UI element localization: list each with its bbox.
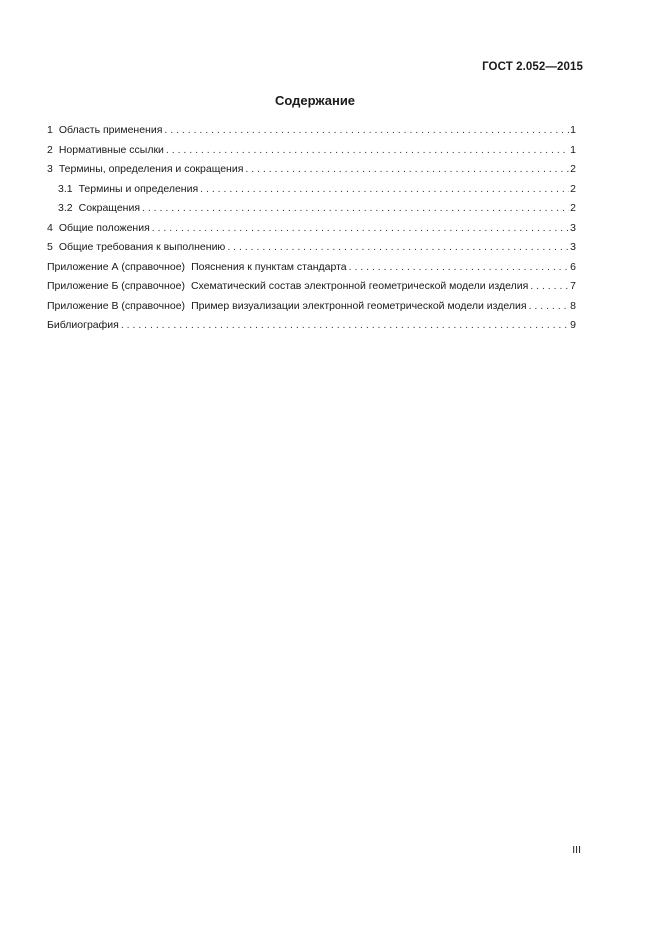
toc-entry-page: 6 — [570, 260, 576, 273]
toc-appendix-label: Приложение Б (справочное) — [47, 280, 185, 292]
toc-leader-dots — [530, 280, 569, 292]
toc-leader-dots — [227, 241, 569, 253]
toc-entry-abbreviations[interactable] — [47, 202, 576, 222]
toc-entry-page: 1 — [570, 124, 576, 136]
toc-entry-page: 7 — [570, 280, 576, 292]
toc-leader-dots — [164, 124, 569, 136]
toc-entry-terms-and-definitions[interactable] — [47, 183, 576, 203]
toc-entry-number: 3.2 — [58, 202, 73, 214]
toc-entry-text: Общие положения — [58, 221, 150, 234]
toc-entry-text: Общие требования к выполнению — [58, 241, 226, 253]
toc-leader-dots — [142, 202, 569, 214]
toc-title: Содержание — [274, 93, 356, 108]
toc-entry-text: Нормативные ссылки — [58, 143, 164, 156]
toc-entry-scope[interactable] — [47, 124, 576, 144]
toc-entry-bibliography[interactable] — [47, 319, 576, 339]
toc-entry-number: 2 — [47, 143, 53, 156]
toc-leader-dots — [529, 300, 570, 312]
toc-leader-dots — [166, 144, 569, 156]
toc-entry-number: 5 — [47, 241, 53, 253]
toc-entry-number: 3 — [47, 163, 53, 175]
toc-entry-text: Область применения — [58, 124, 163, 136]
toc-appendix-label: Приложение А (справочное) — [47, 260, 186, 273]
toc-entry-page: 2 — [570, 202, 576, 214]
toc-entry-text: Термины и определения — [78, 182, 199, 195]
toc-entry-text: Пояснения к пунктам стандарта — [191, 260, 347, 273]
toc-entry-page: 1 — [570, 143, 576, 156]
toc-entry-terms[interactable] — [47, 163, 576, 183]
toc-entry-text: Схематический состав электронной геометрической модели изделия — [190, 280, 529, 292]
toc-leader-dots — [349, 261, 570, 273]
toc-entry-page: 9 — [570, 319, 576, 331]
toc-entry-page: 3 — [570, 241, 576, 253]
toc-entry-text: Термины, определения и сокращения — [58, 163, 244, 175]
toc-leader-dots — [245, 163, 569, 175]
toc-entry-number: 3.1 — [58, 182, 73, 195]
table-of-contents — [47, 124, 576, 339]
toc-leader-dots — [121, 319, 569, 331]
toc-entry-text: Библиография — [47, 319, 119, 331]
toc-entry-page: 8 — [570, 299, 576, 312]
toc-entry-page: 2 — [570, 163, 576, 175]
toc-entry-normative-references[interactable] — [47, 144, 576, 164]
toc-entry-text: Сокращения — [78, 202, 141, 214]
toc-leader-dots — [200, 183, 569, 195]
toc-entry-page: 2 — [570, 182, 576, 195]
toc-leader-dots — [152, 222, 569, 234]
toc-entry-general-provisions[interactable] — [47, 222, 576, 242]
toc-entry-number: 4 — [47, 221, 53, 234]
toc-entry-appendix-a[interactable] — [47, 261, 576, 281]
toc-appendix-label: Приложение В (справочное) — [47, 299, 186, 312]
toc-entry-page: 3 — [570, 221, 576, 234]
toc-entry-general-requirements[interactable] — [47, 241, 576, 261]
toc-entry-text: Пример визуализации электронной геометрической модели изделия — [191, 299, 527, 312]
document-code: ГОСТ 2.052—2015 — [482, 61, 583, 73]
page-number: III — [572, 844, 581, 856]
toc-entry-number: 1 — [47, 124, 53, 136]
toc-entry-appendix-v[interactable] — [47, 300, 576, 320]
toc-entry-appendix-b[interactable] — [47, 280, 576, 300]
